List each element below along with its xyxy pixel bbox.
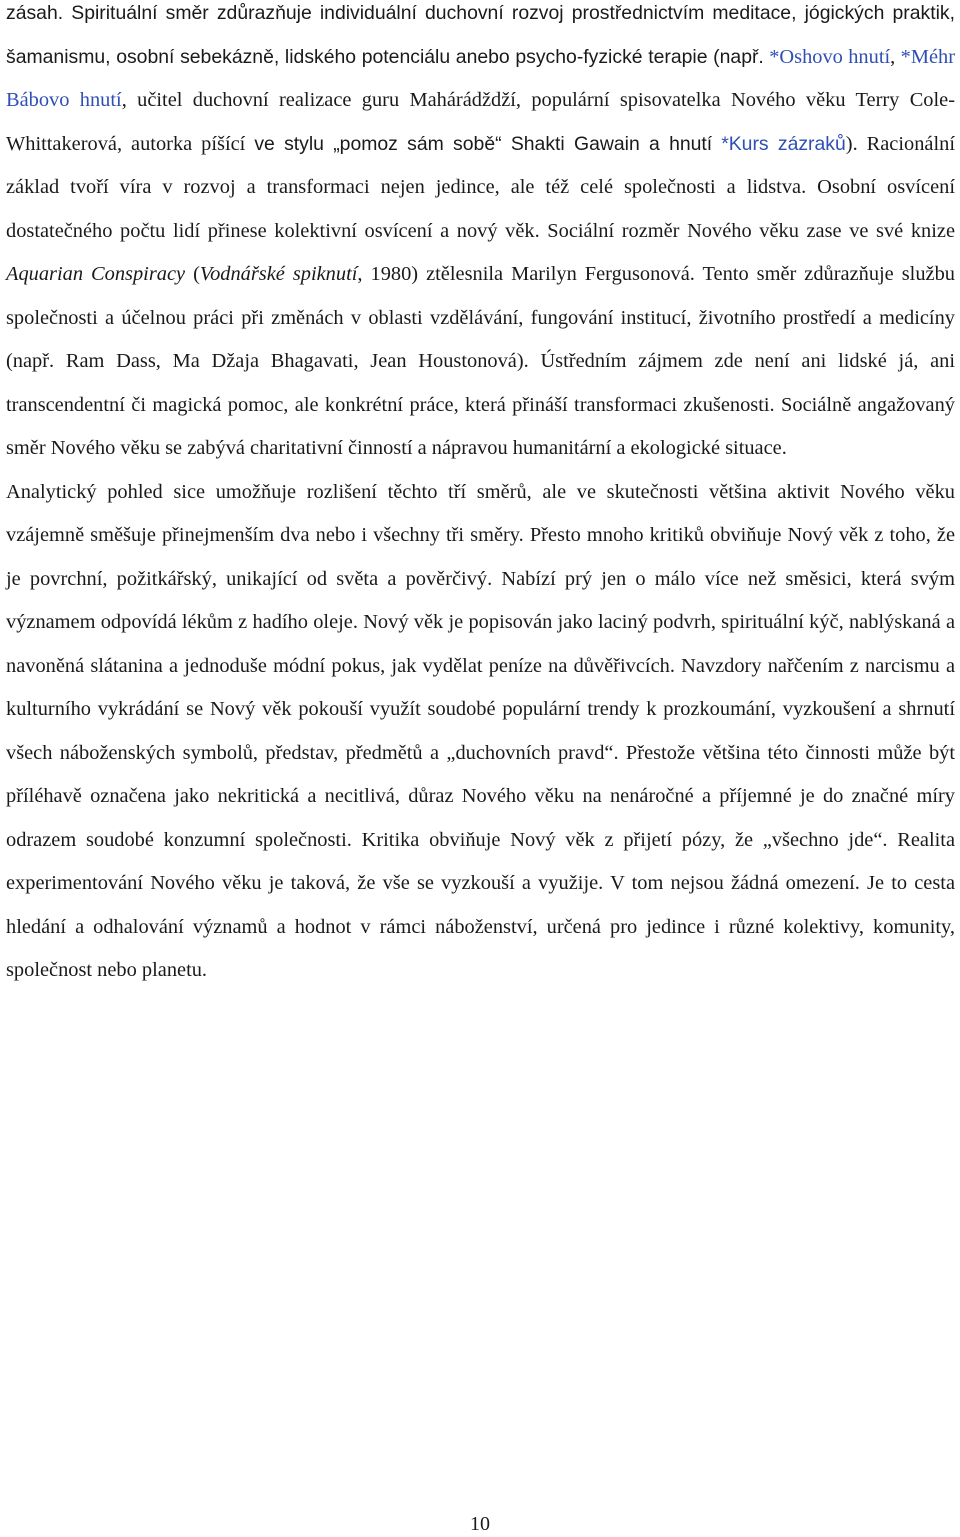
page-number: 10: [470, 1513, 490, 1535]
text-run: , učitel duchovní realizace guru Mahárádždží, populární spisovatelka Nového věku Terry Cole-Whittakerová, autorka píšící: [6, 89, 955, 155]
text-run: ,: [890, 45, 901, 68]
body-text: [6, 0, 955, 993]
book-title-czech: Vodnářské spiknutí: [199, 263, 358, 285]
link-oshovo-hnuti[interactable]: *Oshovo hnutí: [769, 45, 891, 68]
paragraph-2: Analytický pohled sice umožňuje rozlišení těchto tří směrů, ale ve skutečnosti většina aktivit Nového věku vzájemně směšuje přinejmenším dva nebo i všechny tři směry. Přesto mnoho kritiků obviňuje Nový věk z toho, že je povrchní, požitkářský, unikající od světa a pověrčivý. Nabízí prý jen o málo více než směsici, která svým významem odpovídá lékům z hadího oleje. Nový věk je popisován jako laciný podvrh, spirituální kýč, nablýskaná a navoněná slátanina a jednoduše módní pokus, jak vydělat peníze na důvěřivcích. Navzdory nařčením z narcismu a kulturního vykrádání se Nový věk pokouší využít soudobé populární trendy k prozkoumání, vyzkoušení a shrnutí všech náboženských symbolů, představ, předmětů a „duchovních pravd“. Přestože většina této činnosti může být příléhavě označena jako nekritická a necitlivá, důraz Nového věku na nenáročné a příjemné je do značné míry odrazem soudobé konzumní společnosti. Kritika obviňuje Nový věk z přijetí pózy, že „všechno jde“. Realita experimentování Nového věku je taková, že vše se vyzkouší a využije. V tom nejsou žádná omezení. Je to cesta hledání a odhalování významů a hodnot v rámci náboženství, určená pro jedince i různé kolektivy, komunity, společnost nebo planetu.: [6, 480, 955, 981]
text-run: (: [193, 263, 200, 285]
sans-text-run: ve stylu „pomoz sám sobě“ Shakti Gawain a hnutí: [254, 132, 713, 155]
text-run: ). Racionální základ tvoří víra v rozvoj a transformaci nejen jedince, ale též celé společnosti a lidstva. Osobní osvícení dostatečného počtu lidí přinese kolektivní osvícení a nový věk. Sociální rozměr Nového věku zase ve své knize: [6, 132, 955, 242]
link-kurs-zazraku[interactable]: *Kurs zázraků: [721, 132, 846, 155]
text-run: , 1980) ztělesnila Marilyn Fergusonová. Tento směr zdůrazňuje službu společnosti a účelnou práci při změnách v oblasti vzdělávání, fungování institucí, životního prostředí a medicíny (např. Ram Dass, Ma Džaja Bhagavati, Jean Houstonová). Ústředním zájmem zde není ani lidské já, ani transcendentní či magická pomoc, ale konkrétní práce, která přináší transformaci zkušenosti. Sociálně angažovaný směr Nového věku se zabývá charitativní činností a nápravou humanitární a ekologické situace.: [6, 263, 955, 459]
sans-text-run: zásah. Spirituální směr zdůrazňuje individuální duchovní rozvoj prostřednictvím meditace, jógických praktik, šamanismu, osobní sebekázně, lidského potenciálu anebo psycho-fyzické terapie (např.: [6, 2, 955, 68]
paragraph-1: [6, 0, 955, 471]
link-mehr-babovo-hnuti[interactable]: *Méhr Bábovo hnutí: [6, 45, 956, 111]
book-title-english: Aquarian Conspiracy: [6, 263, 186, 285]
